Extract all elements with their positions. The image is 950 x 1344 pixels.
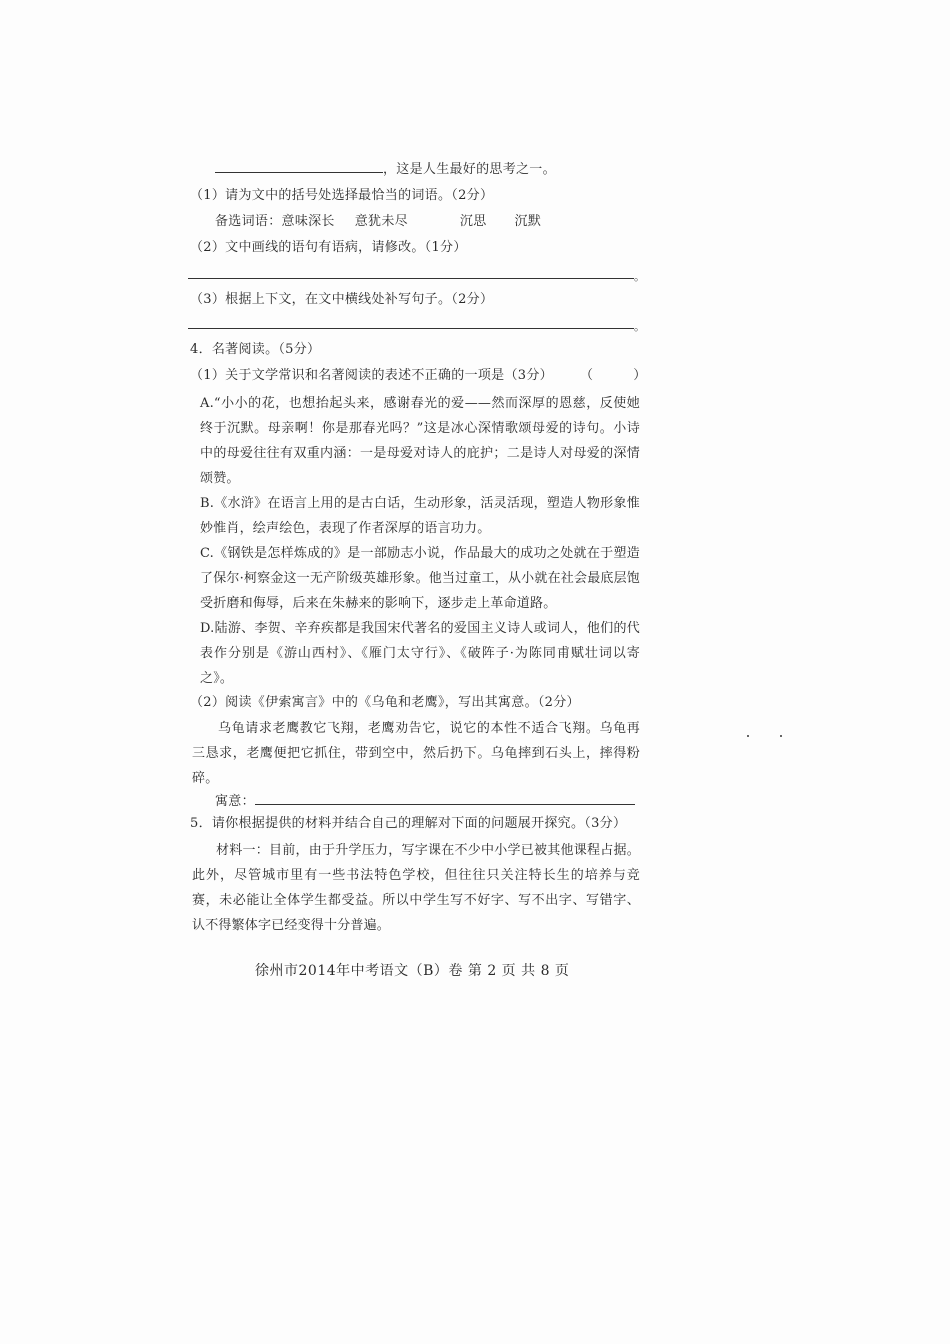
word-options-label: 备选词语： <box>215 214 282 229</box>
question-3-3: （3）根据上下文，在文中横线处补写句子。（2分） <box>190 292 494 307</box>
moral-line <box>215 792 675 812</box>
moral-answer-blank[interactable] <box>255 792 635 805</box>
word-options-row <box>215 212 675 232</box>
question-4-2: （2）阅读《伊索寓言》中的《乌龟和老鹰》，写出其寓意。（2分） <box>190 695 580 710</box>
question-3-1: （1）请为文中的括号处选择最恰当的词语。（2分） <box>190 188 494 203</box>
word-option: 意味深长 <box>281 214 335 229</box>
question-4-title: 4．名著阅读。（5分） <box>190 342 321 357</box>
line-end-mark: 。 <box>634 270 645 283</box>
fill-blank[interactable] <box>215 160 383 173</box>
page-footer: 徐州市2014年中考语文（B）卷 第 2 页 共 8 页 <box>255 963 570 979</box>
scan-speck <box>747 735 749 737</box>
fable-text: 乌龟请求老鹰教它飞翔，老鹰劝告它，说它的本性不适合飞翔。乌龟再三恳求，老鹰便把它抓住，带到空中，然后扔下。乌龟摔到石头上，摔得粉碎。 <box>192 721 640 786</box>
top-sentence-suffix: ，这是人生最好的思考之一。 <box>383 162 556 177</box>
word-option: 沉思 <box>459 214 487 229</box>
option-b: B.《水浒》在语言上用的是古白话，生动形象，活灵活现，塑造人物形象惟妙惟肖，绘声绘色，表现了作者深厚的语言功力。 <box>200 496 640 536</box>
line-end-mark: 。 <box>634 320 645 333</box>
question-4-1 <box>190 366 645 386</box>
moral-label: 寓意： <box>215 794 255 809</box>
option-a: A.“小小的花，也想抬起头来，感谢春光的爱——然而深厚的恩慈，反使她终于沉默。母亲啊！你是那春光吗？”这是冰心深情歌颂母爱的诗句。小诗中的母爱往往有双重内涵：一是母爱对诗人的庇护；二是诗人对母爱的深情颂赞。 <box>200 396 640 486</box>
top-sentence-line <box>215 160 675 180</box>
word-option: 沉默 <box>514 214 542 229</box>
scan-speck <box>780 735 782 737</box>
material-1: 材料一：目前，由于升学压力，写字课在不少中小学已被其他课程占据。此外，尽管城市里有一些书法特色学校，但往往只关注特长生的培养与竞赛，未必能让全体学生都受益。所以中学生写不好字、写不出字、写错字、认不得繁体字已经变得十分普遍。 <box>192 843 640 933</box>
answer-parenthesis[interactable]: （ ） <box>580 368 647 383</box>
question-4-1-text: （1）关于文学常识和名著阅读的表述不正确的一项是（3分） <box>190 368 553 383</box>
question-5: 5．请你根据提供的材料并结合自己的理解对下面的问题展开探究。（3分） <box>190 816 627 831</box>
word-option: 意犹未尽 <box>354 214 408 229</box>
answer-line[interactable] <box>188 328 634 329</box>
question-3-2: （2）文中画线的语句有语病，请修改。（1分） <box>190 240 467 255</box>
option-c: C.《钢铁是怎样炼成的》是一部励志小说，作品最大的成功之处就在于塑造了保尔·柯察金这一无产阶级英雄形象。他当过童工，从小就在社会最底层饱受折磨和侮辱，后来在朱赫来的影响下，逐步走上革命道路。 <box>200 546 640 611</box>
answer-line[interactable] <box>188 278 634 279</box>
option-d: D.陆游、李贺、辛弃疾都是我国宋代著名的爱国主义诗人或词人，他们的代表作分别是《游山西村》、《雁门太守行》、《破阵子·为陈同甫赋壮词以寄之》。 <box>200 621 640 686</box>
